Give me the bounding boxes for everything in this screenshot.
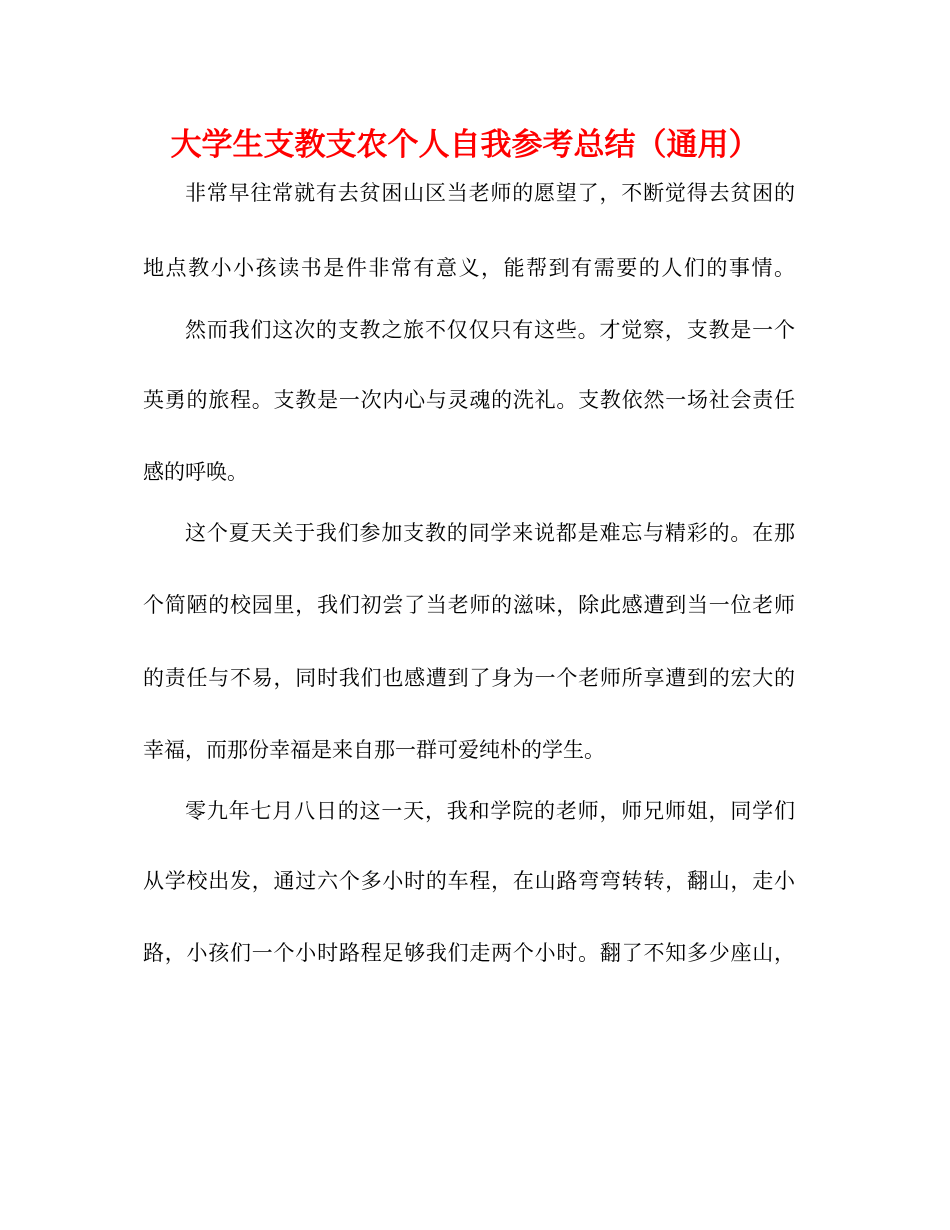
paragraph-line: 个简陋的校园里，我们初尝了当老师的滋味，除此感遭到当一位老师	[143, 593, 795, 617]
paragraph-line: 地点教小小孩读书是件非常有意义，能帮到有需要的人们的事情。	[143, 256, 795, 280]
paragraph-line: 的责任与不易，同时我们也感遭到了身为一个老师所享遭到的宏大的	[143, 666, 795, 690]
document-title: 大学生支教支农个人自我参考总结（通用）	[170, 127, 760, 163]
paragraph-line: 感的呼唤。	[143, 460, 248, 484]
paragraph-line: 幸福，而那份幸福是来自那一群可爱纯朴的学生。	[143, 738, 605, 762]
paragraph-line: 英勇的旅程。支教是一次内心与灵魂的洗礼。支教依然一场社会责任	[143, 388, 795, 412]
paragraph-line: 零九年七月八日的这一天，我和学院的老师，师兄师姐，同学们	[185, 799, 795, 823]
paragraph-line: 路，小孩们一个小时路程足够我们走两个小时。翻了不知多少座山，	[143, 941, 795, 965]
paragraph-line: 然而我们这次的支教之旅不仅仅只有这些。才觉察，支教是一个	[185, 318, 795, 342]
paragraph-line: 这个夏天关于我们参加支教的同学来说都是难忘与精彩的。在那	[185, 521, 795, 545]
paragraph-line: 非常早往常就有去贫困山区当老师的愿望了，不断觉得去贫困的	[185, 181, 795, 205]
paragraph-line: 从学校出发，通过六个多小时的车程，在山路弯弯转转，翻山，走小	[143, 869, 795, 893]
